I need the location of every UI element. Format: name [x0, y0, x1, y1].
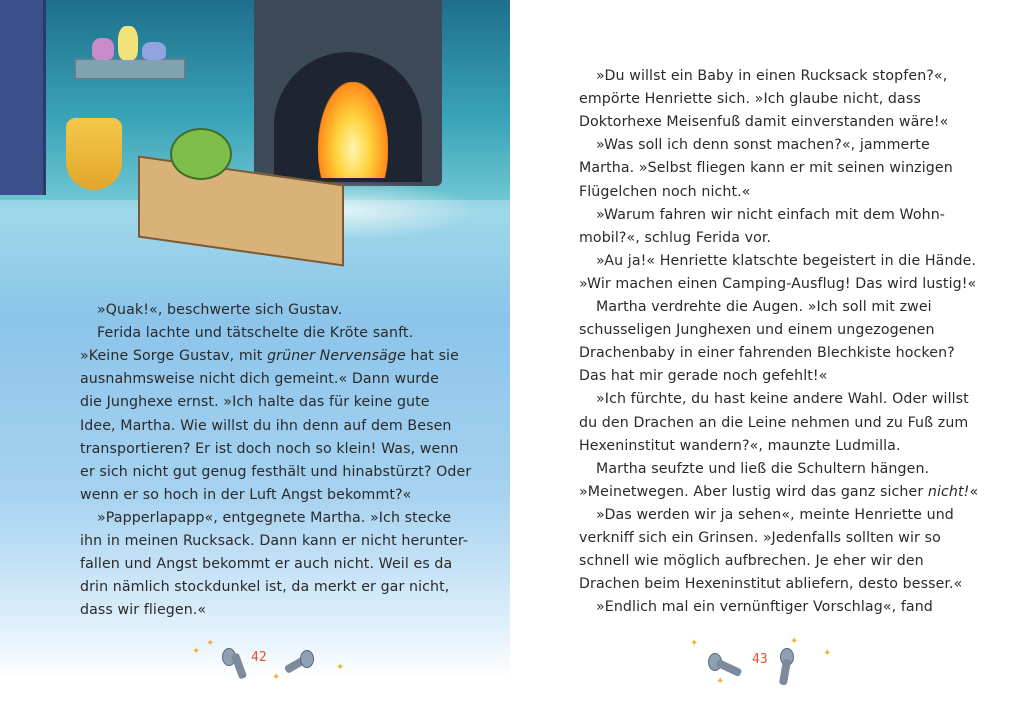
- text-segment: wenn er so hoch in der Luft Angst bekommt?«: [80, 486, 412, 503]
- text-line: [579, 415, 968, 431]
- page-number: 42: [251, 650, 267, 665]
- text-line: [579, 576, 962, 592]
- page-number: 43: [752, 652, 768, 667]
- text-segment: Flügelchen noch nicht.«: [579, 183, 751, 200]
- text-line: [80, 441, 459, 457]
- text-line: [579, 184, 751, 200]
- star-icon: ✦: [272, 672, 281, 683]
- star-icon: ✦: [336, 662, 345, 673]
- fire-illustration: [318, 82, 388, 178]
- emphasized-text: nicht!: [927, 483, 970, 500]
- text-line: [579, 368, 827, 384]
- text-line: [579, 345, 955, 361]
- star-icon: ✦: [192, 646, 201, 657]
- text-line: [80, 348, 459, 364]
- text-line: [579, 276, 976, 292]
- text-segment: drin nämlich stockdunkel ist, da merkt er gar nicht,: [80, 579, 450, 596]
- text-line: [579, 599, 933, 615]
- text-segment: ausnahmsweise nicht dich gemeint.« Dann wurde: [80, 371, 439, 388]
- text-line: [579, 484, 978, 500]
- text-line: [579, 253, 976, 269]
- text-line: [80, 325, 413, 341]
- text-segment: empörte Henriette sich. »Ich glaube nicht, dass: [579, 91, 921, 108]
- text-line: [80, 533, 468, 549]
- text-line: [579, 553, 924, 569]
- text-segment: »Au ja!« Henriette klatschte begeistert in die Hände.: [596, 252, 977, 269]
- shelf-illustration: [74, 58, 186, 80]
- text-line: [80, 579, 449, 595]
- text-segment: »Meinetwegen. Aber lustig wird das ganz sicher: [579, 483, 928, 500]
- star-icon: ✦: [206, 638, 215, 649]
- text-segment: Martha verdrehte die Augen. »Ich soll mit zwei: [596, 299, 932, 315]
- text-line: [579, 299, 932, 315]
- text-segment: hat sie: [405, 348, 459, 365]
- text-line: [579, 160, 953, 176]
- text-segment: transportieren? Er ist doch noch so klein! Was, wenn: [80, 440, 459, 457]
- star-icon: ✦: [823, 648, 832, 659]
- text-segment: mobil?«, schlug Ferida vor.: [579, 229, 772, 246]
- text-segment: »Keine Sorge Gustav, mit: [80, 348, 268, 365]
- cupboard-illustration: [0, 0, 46, 195]
- text-line: [579, 507, 954, 523]
- text-segment: »Papperlapapp«, entgegnete Martha. »Ich stecke: [97, 509, 452, 526]
- text-segment: Drachen beim Hexeninstitut abliefern, desto besser.«: [579, 576, 963, 593]
- text-line: [80, 418, 452, 434]
- text-segment: Hexeninstitut wandern?«, maunzte Ludmilla.: [579, 437, 901, 454]
- text-segment: fallen und Angst bekommt er auch nicht. Weil es da: [80, 556, 453, 573]
- fireplace-illustration: [254, 0, 442, 186]
- text-line: [80, 510, 451, 526]
- text-segment: Das hat mir gerade noch gefehlt!«: [579, 368, 828, 385]
- text-line: [579, 461, 929, 477]
- text-segment: »Warum fahren wir nicht einfach mit dem Wohn-: [596, 206, 946, 223]
- text-segment: Doktorhexe Meisenfuß damit einverstanden wäre!«: [579, 114, 949, 131]
- text-segment: »Was soll ich denn sonst machen?«, jammerte: [596, 137, 930, 154]
- text-line: [579, 530, 941, 546]
- text-line: [579, 391, 969, 407]
- text-segment: schusseligen Junghexen und einem ungezogenen: [579, 322, 935, 339]
- text-segment: Drachenbaby in einer fahrenden Blechkiste hocken?: [579, 345, 955, 362]
- text-segment: «: [969, 483, 979, 500]
- text-segment: »Ich fürchte, du hast keine andere Wahl. Oder willst: [596, 391, 969, 408]
- text-line: [579, 68, 947, 84]
- text-segment: dass wir fliegen.«: [80, 602, 207, 619]
- text-line: [579, 114, 948, 130]
- text-segment: ihn in meinen Rucksack. Dann kann er nicht herunter-: [80, 533, 469, 549]
- text-segment: Martha. »Selbst fliegen kann er mit seinen winzigen: [579, 160, 953, 177]
- text-line: [579, 230, 771, 246]
- text-segment: du den Drachen an die Leine nehmen und zu Fuß zum: [579, 414, 969, 431]
- star-icon: ✦: [716, 676, 725, 687]
- baby-dragon-illustration: [170, 128, 232, 180]
- text-line: [579, 137, 930, 153]
- text-segment: schnell wie möglich aufbrechen. Je eher wir den: [579, 553, 924, 570]
- emphasized-text: grüner Nervensäge: [267, 348, 406, 365]
- text-line: [579, 91, 921, 107]
- text-line: [579, 207, 945, 223]
- text-line: [80, 302, 342, 318]
- text-segment: Idee, Martha. Wie willst du ihn denn auf dem Besen: [80, 417, 452, 434]
- text-segment: »Endlich mal ein vernünftiger Vorschlag«, fand: [596, 599, 933, 616]
- text-line: [80, 487, 411, 503]
- text-segment: verkniff sich ein Grinsen. »Jedenfalls sollten wir so: [579, 530, 941, 546]
- text-line: [579, 322, 935, 338]
- text-line: [80, 394, 430, 410]
- text-segment: »Wir machen einen Camping-Ausflug! Das wird lustig!«: [579, 275, 977, 292]
- text-line: [80, 602, 206, 618]
- broom-illustration: [66, 118, 122, 190]
- text-segment: Ferida lachte und tätschelte die Kröte sanft.: [97, 325, 414, 342]
- text-segment: »Quak!«, beschwerte sich Gustav.: [97, 302, 343, 318]
- text-line: [579, 438, 901, 454]
- text-segment: »Du willst ein Baby in einen Rucksack stopfen?«,: [596, 68, 948, 84]
- text-segment: Martha seufzte und ließ die Schultern hängen.: [596, 460, 930, 477]
- text-segment: er sich nicht gut genug festhält und hinabstürzt? Oder: [80, 463, 472, 480]
- text-segment: »Das werden wir ja sehen«, meinte Henriette und: [596, 506, 954, 523]
- text-line: [80, 556, 452, 572]
- text-segment: die Junghexe ernst. »Ich halte das für keine gute: [80, 394, 430, 411]
- screw-icon: [300, 650, 314, 668]
- text-line: [80, 464, 471, 480]
- star-icon: ✦: [690, 638, 699, 649]
- star-icon: ✦: [790, 636, 799, 647]
- screw-shaft: [716, 659, 743, 677]
- text-line: [80, 371, 439, 387]
